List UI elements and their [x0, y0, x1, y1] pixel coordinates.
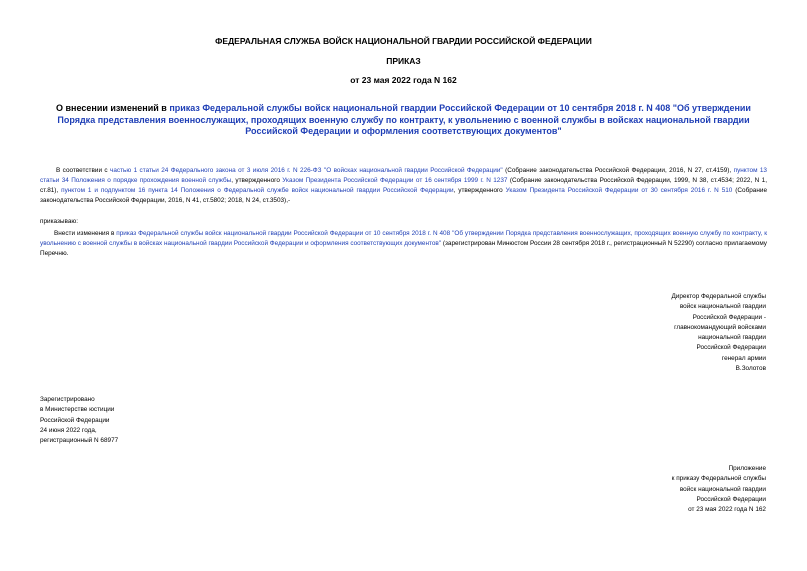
- signature-line: Российской Федерации: [696, 344, 766, 352]
- p2-text-2: (зарегистрирован Минюстом России 28 сентября 2018 г., регистрационный N 52290) согласно прилагаемому Перечню.: [40, 240, 767, 257]
- p1-text-3: , утвержденного: [231, 177, 283, 184]
- registration-block: [40, 395, 240, 446]
- title-link[interactable]: приказ Федеральной службы войск национальной гвардии Российской Федерации от 10 сентября 2018 г. N 408 "Об утверждении Порядка представления военнослужащих, проходящих военную службу по контракту, к увольнению с военной службы в войсках национальной гвардии Российской Федерации и оформления соответствующих документов": [57, 103, 751, 136]
- signature-line: войск национальной гвардии: [679, 303, 766, 311]
- date-number-heading: от 23 мая 2022 года N 162: [350, 75, 457, 85]
- signature-line: Директор Федеральной службы: [671, 293, 766, 300]
- p1-text-4: (Собрание законодательства Российской Федерации, 1999, N 38, ст.4534; 2022, N 1, ст.81),: [40, 177, 767, 194]
- registration-line: Зарегистрировано: [40, 396, 95, 403]
- signature-line: Российской Федерации -: [692, 313, 766, 321]
- signature-line: главнокомандующий войсками: [674, 323, 766, 331]
- appendix-block: [586, 464, 766, 515]
- appendix-line: Российской Федерации: [696, 495, 766, 503]
- registration-line: Российской Федерации: [40, 416, 110, 424]
- agency-heading: ФЕДЕРАЛЬНАЯ СЛУЖБА ВОЙСК НАЦИОНАЛЬНОЙ ГВАРДИИ РОССИЙСКОЙ ФЕДЕРАЦИИ: [215, 36, 592, 46]
- preamble-paragraph: [40, 166, 767, 206]
- order-paragraph: [40, 229, 767, 259]
- registration-line: в Министерстве юстиции: [40, 406, 115, 414]
- p1-text-2: (Собрание законодательства Российской Федерации, 2016, N 27, ст.4159),: [502, 167, 734, 174]
- registration-line: 24 июня 2022 года,: [40, 426, 97, 434]
- p2-link-order-408[interactable]: приказ Федеральной службы войск национальной гвардии Российской Федерации от 10 сентября 2018 г. N 408 "Об утверждении Порядка представления военнослужащих, проходящих военную службу по контракту, к увольнению с военной службы в войсках национальной гвардии Российской Федерации и оформления соответствующих документов": [40, 230, 767, 247]
- order-word: приказываю:: [40, 218, 78, 225]
- p2-text-1: Внести изменения в: [54, 230, 117, 237]
- p1-text-1: В соответствии с: [56, 167, 111, 174]
- appendix-line: от 23 мая 2022 года N 162: [688, 506, 766, 514]
- title-prefix: О внесении изменений в: [56, 103, 170, 113]
- p1-link-regulation-article[interactable]: пунктом 13 статьи 34 Положения о порядке прохождения военной службы: [40, 167, 767, 184]
- document-title: [40, 103, 767, 138]
- appendix-line: к приказу Федеральной службы: [671, 475, 766, 483]
- p1-link-law[interactable]: частью 1 статьи 24 Федерального закона от 3 июля 2016 г. N 226-ФЗ "О войсках национальной гвардии Российской Федерации": [110, 167, 503, 174]
- signer-name: В.Золотов: [735, 365, 766, 373]
- p1-link-decree-510[interactable]: Указом Президента Российской Федерации от 30 сентября 2016 г. N 510: [505, 187, 733, 194]
- p1-text-5: , утвержденного: [453, 187, 506, 194]
- p1-text-6: (Собрание законодательства Российской Федерации, 2016, N 41, ст.5802; 2018, N 24, ст.3503),-: [40, 187, 767, 204]
- appendix-line: Приложение: [728, 465, 766, 472]
- registration-number: регистрационный N 68977: [40, 437, 119, 445]
- doc-type-heading: ПРИКАЗ: [386, 56, 421, 66]
- signature-line: генерал армии: [721, 354, 766, 362]
- p1-link-service-regulation[interactable]: пунктом 1 и подпунктом 16 пункта 14 Положения о Федеральной службе войск национальной гвардии Российской Федерации: [61, 187, 454, 194]
- appendix-line: войск национальной гвардии: [679, 485, 766, 493]
- signature-block: [606, 292, 766, 374]
- p1-link-decree-1237[interactable]: Указом Президента Российской Федерации от 16 сентября 1999 г. N 1237: [282, 177, 508, 184]
- signature-line: национальной гвардии: [698, 334, 766, 342]
